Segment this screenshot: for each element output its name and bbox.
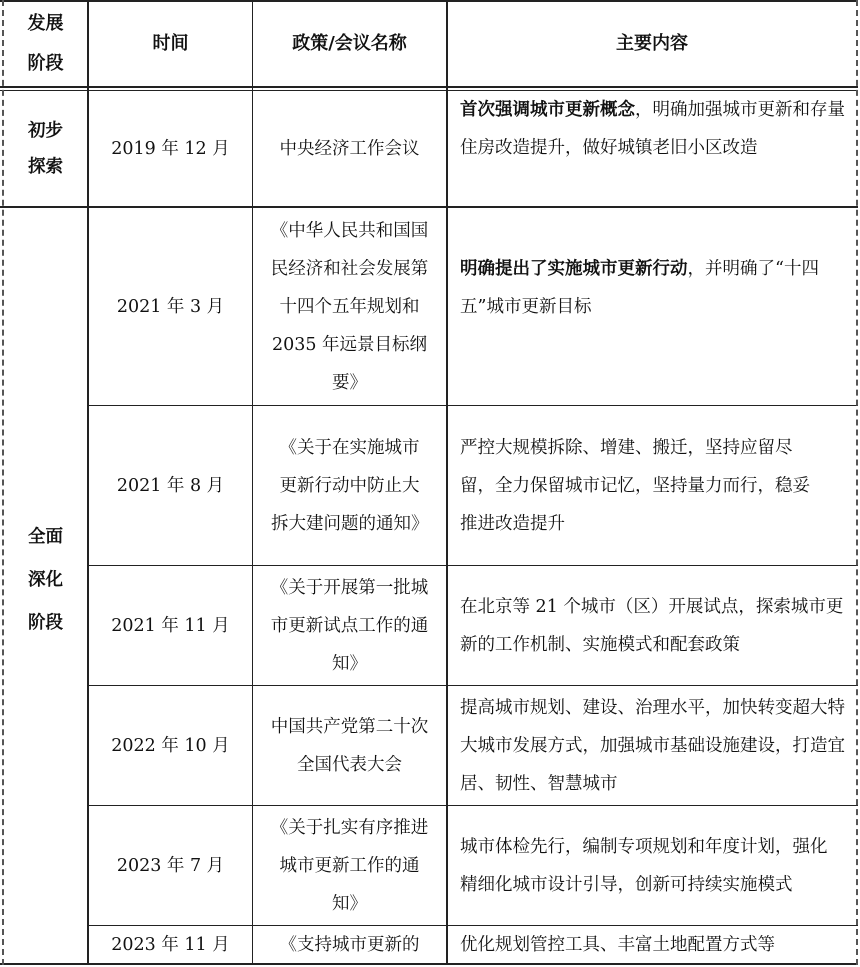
table-row-time (89, 806, 252, 925)
table-row-content (448, 406, 856, 565)
rule-header-bottom (0, 86, 858, 88)
row-policy-text: 《中华人民共和国国民经济和社会发展第十四个五年规划和 2035 年远景目标纲要》 (270, 220, 429, 393)
table-row-policy (253, 686, 446, 805)
table-row-content (448, 686, 856, 805)
header-stage (4, 2, 87, 86)
table-row-policy (253, 208, 446, 405)
row-content-text: 优化规划管控工具、丰富土地配置方式等 (460, 934, 775, 955)
table-row-time (89, 406, 252, 565)
table-row-content (448, 566, 856, 685)
row-time-text: 2022 年 10 月 (111, 735, 230, 756)
row-content-text: 在北京等 21 个城市（区）开展试点，探索城市更新的工作机制、实施模式和配套政策 (460, 596, 844, 655)
header-content (448, 2, 856, 86)
table-row-policy (253, 566, 446, 685)
row-time-text: 2019 年 12 月 (111, 138, 230, 159)
table-row-content (448, 926, 856, 963)
row-policy-text: 《关于扎实有序推进城市更新工作的通知》 (270, 817, 429, 914)
table-row-policy (253, 926, 446, 963)
content-rest: ，并明确了“十四五”城市更新目标 (460, 259, 819, 317)
header-time (89, 2, 252, 86)
row-time-text: 2021 年 3 月 (116, 296, 225, 317)
stage-initial-text: 初步 探索 (28, 120, 63, 177)
table-row-time (89, 566, 252, 685)
row-content-text (460, 91, 848, 167)
table-row-time (89, 926, 252, 963)
table-row-policy (253, 406, 446, 565)
row-time-text: 2023 年 11 月 (111, 934, 230, 955)
row-time-text: 2021 年 8 月 (116, 475, 225, 496)
row-content-text: 城市体检先行，编制专项规划和年度计划，强化精细化城市设计引导，创新可持续实施模式 (460, 836, 828, 895)
row-time-text: 2023 年 7 月 (116, 855, 225, 876)
row-policy-text: 《支持城市更新的 (279, 934, 420, 955)
content-rest: ，明确加强城市更新和存量住房改造提升，做好城镇老旧小区改造 (460, 100, 845, 158)
header-content-text: 主要内容 (616, 33, 688, 54)
table-row-time (89, 91, 252, 206)
stage-initial (4, 91, 87, 206)
header-time-text: 时间 (152, 33, 189, 54)
stage-deep (4, 480, 87, 680)
row-content-text: 严控大规模拆除、增建、搬迁，坚持应留尽留，全力保留城市记忆，坚持量力而行，稳妥推进改造提升 (460, 437, 810, 534)
row-policy-text: 《关于在实施城市更新行动中防止大拆大建问题的通知》 (271, 437, 429, 534)
row-policy-text: 《关于开展第一批城市更新试点工作的通知》 (270, 577, 429, 674)
rule-bottom (0, 963, 858, 965)
table-row-policy (253, 91, 446, 206)
stage-deep-text: 全面 深化 阶段 (28, 526, 63, 633)
border-right (856, 0, 858, 965)
content-highlight: 明确提出了实施城市更新行动 (460, 259, 688, 279)
row-policy-text: 中央经济工作会议 (279, 138, 420, 159)
table-row-content (448, 91, 856, 206)
row-time-text: 2021 年 11 月 (111, 615, 230, 636)
table-row-time (89, 686, 252, 805)
row-content-text: 提高城市规划、建设、治理水平，加快转变超大特大城市发展方式，加强城市基础设施建设，打造宜居、韧性、智慧城市 (460, 697, 845, 794)
table-row-content (448, 208, 856, 368)
header-policy (253, 2, 446, 86)
row-policy-text: 中国共产党第二十次全国代表大会 (270, 716, 429, 775)
table-row-content (448, 806, 856, 925)
content-highlight: 首次强调城市更新概念 (460, 100, 635, 120)
table-row-policy (253, 806, 446, 925)
header-policy-text: 政策/会议名称 (292, 33, 407, 54)
row-content-text (460, 250, 848, 326)
table-row-time (89, 208, 252, 405)
header-stage-text: 发展 阶段 (27, 13, 64, 74)
